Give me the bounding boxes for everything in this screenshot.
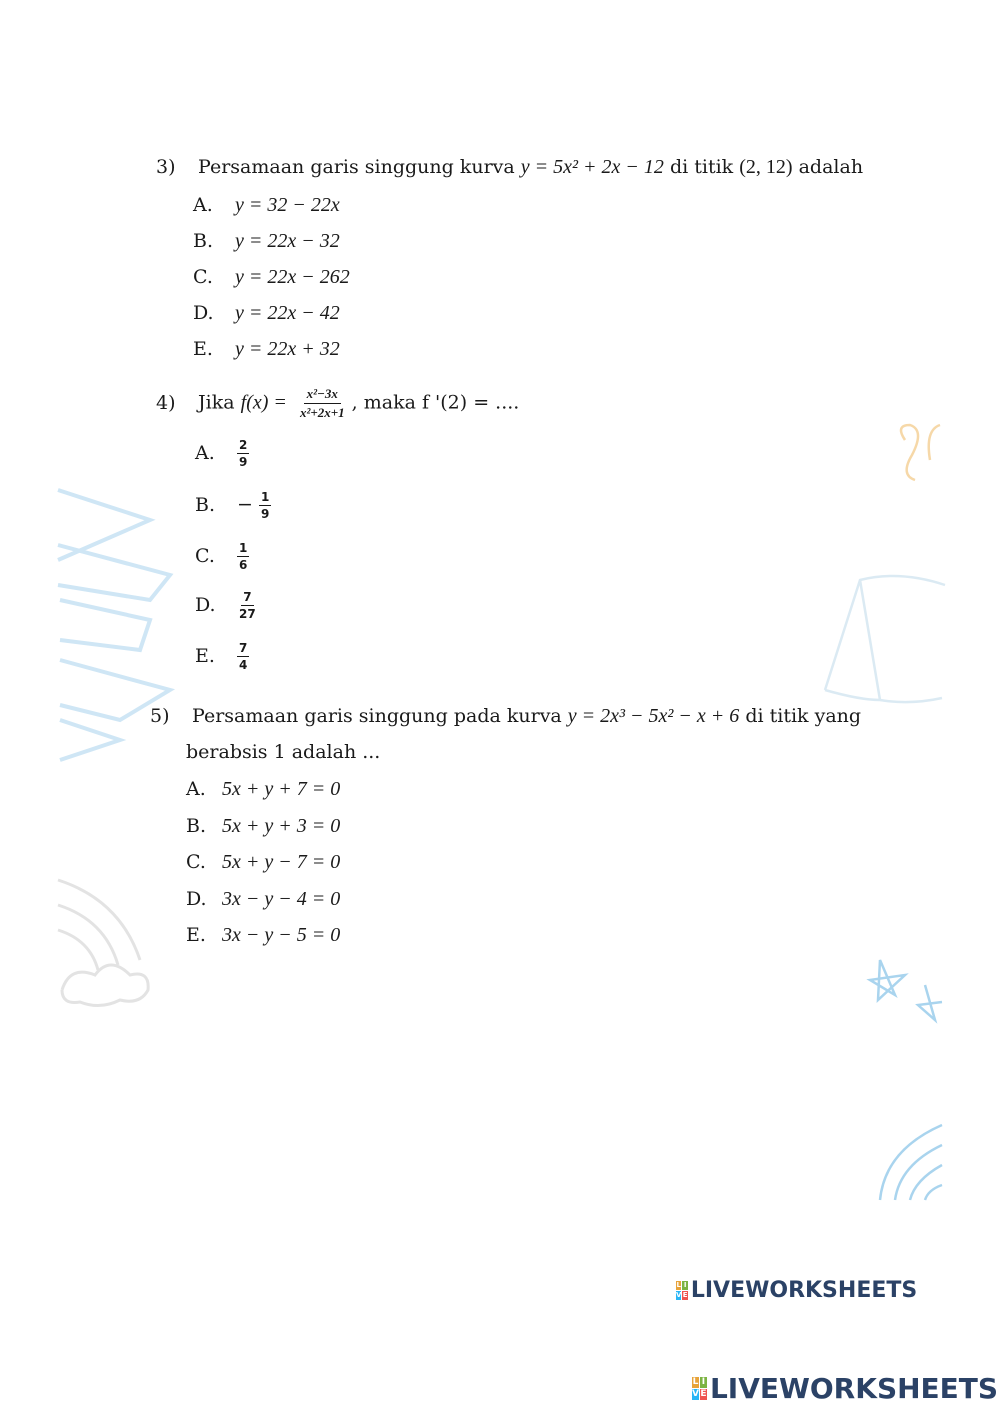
option-letter: B. [193,230,214,252]
option-expression: y = 32 − 22x [235,194,340,216]
option-expression: 3x − y − 5 = 0 [222,924,341,946]
fraction-denominator: 9 [239,455,248,469]
fraction-denominator: 9 [261,507,270,521]
option-fraction [237,641,249,672]
function-lhs: f(x) = [240,391,287,414]
option-fraction [237,541,249,572]
option-q3-d[interactable] [193,302,340,325]
question-number: 3) [156,156,176,178]
option-expression: 5x + y − 7 = 0 [222,851,341,873]
fraction-numerator: 2 [239,438,248,452]
question-text: , maka f '(2) = .... [351,391,520,414]
option-expression: 5x + y + 7 = 0 [222,778,341,800]
watermark-text: LIVEWORKSHEETS [690,1278,918,1303]
option-q5-b[interactable] [186,815,340,838]
fraction-numerator: 1 [261,490,270,504]
rainbow-cloud-illustration [58,880,148,1006]
option-q5-d[interactable] [186,888,340,911]
liveworksheets-logo-icon: L I V E [692,1377,707,1399]
option-letter: A. [195,441,215,464]
option-letter: C. [195,544,215,567]
fraction-denominator: 27 [239,607,256,621]
fraction-numerator: 1 [239,541,248,555]
fraction-numerator: 7 [239,641,248,655]
question-text: adalah [798,156,864,178]
fraction-numerator: 7 [243,590,252,604]
question-5-continuation [186,741,380,763]
liveworksheets-logo-icon: L I V E [676,1281,688,1299]
option-q4-c[interactable] [195,541,249,572]
option-q3-c[interactable] [193,266,350,289]
option-letter: C. [193,266,213,288]
question-text: Persamaan garis singgung kurva [198,156,515,178]
option-q4-b[interactable] [195,490,271,521]
option-letter: B. [195,493,216,516]
option-letter: E. [193,338,213,360]
question-text: berabsis 1 adalah ... [186,741,381,763]
fraction-denominator: 6 [239,558,248,572]
watermark-text: LIVEWORKSHEETS [709,1372,999,1405]
option-letter: D. [195,593,216,616]
option-fraction [259,490,271,521]
star-doodle-illustration [870,960,942,1020]
option-q5-c[interactable] [186,851,340,874]
option-fraction [237,438,249,469]
option-q3-e[interactable] [193,338,340,361]
fraction-denominator: x²+2x+1 [299,405,345,420]
question-text: di titik [669,156,734,178]
option-letter: A. [193,194,213,216]
option-expression: 3x − y − 4 = 0 [222,888,341,910]
question-5 [150,705,861,728]
option-q5-e[interactable] [186,924,340,947]
option-q3-a[interactable] [193,194,340,217]
equation: y = 5x² + 2x − 12 [520,156,664,178]
option-letter: D. [193,302,214,324]
option-fraction [237,590,258,621]
option-q4-a[interactable] [195,438,249,469]
option-q4-d[interactable] [195,590,258,621]
option-expression: y = 22x + 32 [235,338,340,360]
option-sign: − [237,493,253,516]
option-q5-a[interactable] [186,778,340,801]
option-q3-b[interactable] [193,230,340,253]
option-letter: E. [195,644,215,667]
option-letter: A. [186,778,206,800]
option-expression: y = 22x − 42 [235,302,340,324]
question-number: 4) [156,391,176,414]
point: (2, 12) [739,156,793,178]
question-4 [156,386,519,421]
arc-lines-illustration [880,1125,942,1200]
question-3 [156,156,863,179]
option-expression: y = 22x − 32 [235,230,340,252]
fraction-denominator: 4 [239,658,248,672]
equation: y = 2x³ − 5x² − x + 6 [567,705,740,727]
question-text: Persamaan garis singgung pada kurva [192,705,562,727]
option-letter: E. [186,924,206,946]
option-letter: D. [186,888,207,910]
question-text: di titik yang [745,705,862,727]
function-fraction [297,386,348,421]
option-letter: B. [186,815,207,837]
question-text: Jika [198,391,235,414]
option-expression: 5x + y + 3 = 0 [222,815,341,837]
liveworksheets-watermark-inner [676,1278,917,1303]
option-q4-e[interactable] [195,641,249,672]
open-book-illustration [825,576,945,702]
liveworksheets-watermark-outer [692,1372,998,1405]
question-number: 5) [150,705,170,727]
squiggle-illustration [901,425,940,480]
option-expression: y = 22x − 262 [235,266,350,288]
option-letter: C. [186,851,206,873]
fraction-numerator: x²−3x [304,386,341,404]
